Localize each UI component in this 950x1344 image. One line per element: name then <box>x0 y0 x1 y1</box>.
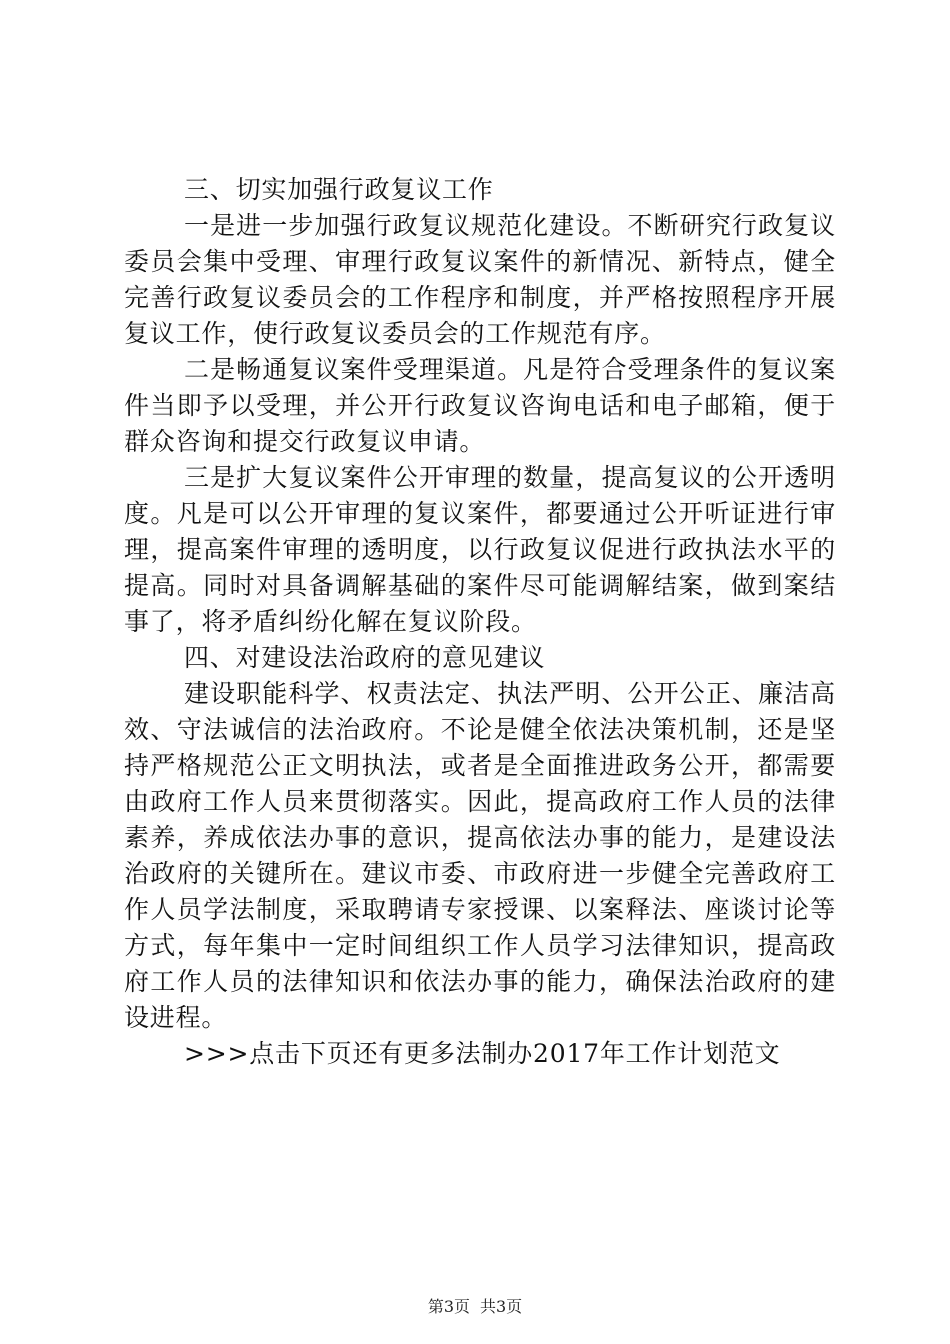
page-number-total: 共3页 <box>480 1297 523 1316</box>
page-number-current: 第3页 <box>427 1297 470 1316</box>
page-footer <box>0 1297 950 1317</box>
section-heading-3: 三、切实加强行政复议工作 <box>184 175 494 204</box>
section-heading-4: 四、对建设法治政府的意见建议 <box>184 643 546 672</box>
paragraph-2: 二是畅通复议案件受理渠道。凡是符合受理条件的复议案件当即予以受理，并公开行政复议咨询电话和电子邮箱，便于群众咨询和提交行政复议申请。 <box>124 355 836 456</box>
paragraph-1: 一是进一步加强行政复议规范化建设。不断研究行政复议委员会集中受理、审理行政复议案件的新情况、新特点，健全完善行政复议委员会的工作程序和制度，并严格按照程序开展复议工作，使行政复议委员会的工作规范有序。 <box>124 211 836 348</box>
document-body <box>124 172 836 1072</box>
paragraph-3: 三是扩大复议案件公开审理的数量，提高复议的公开透明度。凡是可以公开审理的复议案件，都要通过公开听证进行审理，提高案件审理的透明度，以行政复议促进行政执法水平的提高。同时对具备调解基础的案件尽可能调解结案，做到案结事了，将矛盾纠纷化解在复议阶段。 <box>124 463 836 636</box>
paragraph-4: 建设职能科学、权责法定、执法严明、公开公正、廉洁高效、守法诚信的法治政府。不论是健全依法决策机制，还是坚持严格规范公正文明执法，或者是全面推进政务公开，都需要由政府工作人员来贯彻落实。因此，提高政府工作人员的法律素养，养成依法办事的意识，提高依法办事的能力，是建设法治政府的关键所在。建议市委、市政府进一步健全完善政府工作人员学法制度，采取聘请专家授课、以案释法、座谈讨论等方式，每年集中一定时间组织工作人员学习法律知识，提高政府工作人员的法律知识和依法办事的能力，确保法治政府的建设进程。 <box>124 679 836 1032</box>
more-link[interactable]: >>>点击下页还有更多法制办2017年工作计划范文 <box>184 1039 781 1068</box>
